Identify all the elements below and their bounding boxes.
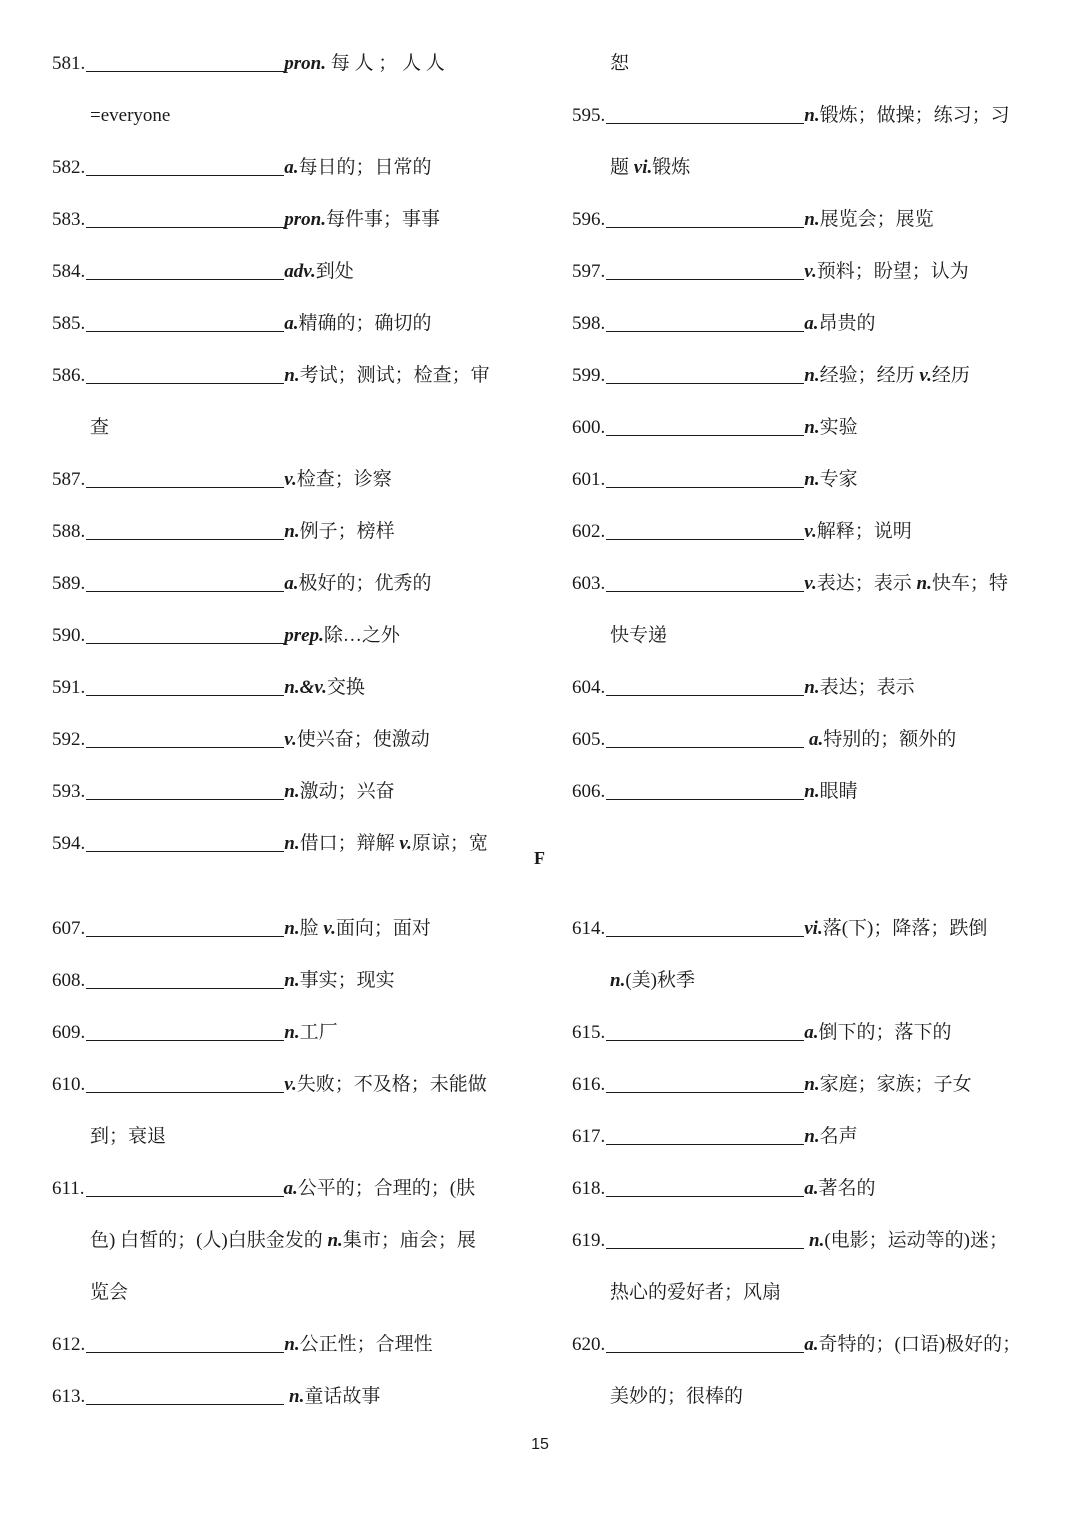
vocab-entry bbox=[572, 506, 1032, 558]
entry-number: 609. bbox=[52, 1022, 86, 1043]
answer-blank[interactable] bbox=[606, 725, 804, 748]
entry-number: 607. bbox=[52, 918, 86, 939]
definition-text: 交换 bbox=[326, 677, 365, 698]
entry-number: 602. bbox=[572, 521, 606, 542]
continuation-text: 快专递 bbox=[610, 625, 668, 646]
entry-number: 615. bbox=[572, 1022, 606, 1043]
vocab-entry bbox=[572, 1059, 1032, 1111]
answer-blank[interactable] bbox=[606, 361, 804, 384]
definition-text: 解释；说明 bbox=[816, 521, 912, 542]
part-of-speech: a. bbox=[283, 1178, 298, 1199]
definition-text: 脸 bbox=[299, 918, 324, 939]
definition-text: 原谅；宽 bbox=[411, 833, 488, 854]
vocab-entry bbox=[572, 1163, 1032, 1215]
part-of-speech: n. bbox=[804, 417, 820, 438]
vocab-entry bbox=[572, 90, 1032, 142]
answer-blank[interactable] bbox=[86, 569, 284, 592]
definition-text: 例子；榜样 bbox=[299, 521, 395, 542]
vocab-entry bbox=[52, 714, 512, 766]
part-of-speech: n. bbox=[804, 1230, 825, 1251]
entry-number: 616. bbox=[572, 1074, 606, 1095]
answer-blank[interactable] bbox=[606, 1122, 804, 1145]
answer-blank[interactable] bbox=[86, 914, 284, 937]
vocab-entry bbox=[52, 1059, 512, 1111]
column-left-bottom bbox=[52, 903, 512, 1423]
part-of-speech: v. bbox=[323, 918, 336, 939]
definition-text: 童话故事 bbox=[304, 1386, 381, 1407]
entry-continuation bbox=[52, 1267, 512, 1319]
continuation-text: 美妙的；很棒的 bbox=[610, 1386, 744, 1407]
definition-text: 除…之外 bbox=[323, 625, 400, 646]
continuation-text: 到；衰退 bbox=[90, 1126, 167, 1147]
part-of-speech: a. bbox=[804, 1178, 819, 1199]
definition-text: 落(下)；降落；跌倒 bbox=[822, 918, 988, 939]
entry-number: 600. bbox=[572, 417, 606, 438]
part-of-speech: adv. bbox=[284, 261, 316, 282]
vocab-entry bbox=[52, 246, 512, 298]
part-of-speech: n. bbox=[284, 521, 300, 542]
entry-number: 582. bbox=[52, 157, 86, 178]
entry-continuation bbox=[52, 90, 512, 142]
entry-continuation bbox=[572, 1371, 1032, 1423]
answer-blank[interactable] bbox=[606, 1174, 804, 1197]
part-of-speech: n. bbox=[804, 209, 820, 230]
definition-text: 检查；诊察 bbox=[296, 469, 392, 490]
answer-blank[interactable] bbox=[86, 673, 284, 696]
part-of-speech: n. bbox=[284, 970, 300, 991]
definition-text: 每 人 ； 人 人 bbox=[325, 53, 445, 74]
part-of-speech: v. bbox=[804, 261, 817, 282]
definition-text: 每件事；事事 bbox=[325, 209, 440, 230]
column-right-top bbox=[572, 38, 1032, 818]
part-of-speech: n. bbox=[284, 918, 300, 939]
part-of-speech: n. bbox=[804, 677, 820, 698]
entry-number: 614. bbox=[572, 918, 606, 939]
entry-number: 595. bbox=[572, 105, 606, 126]
part-of-speech: n. bbox=[610, 970, 626, 991]
vocab-entry bbox=[52, 662, 512, 714]
definition-text: 预料；盼望；认为 bbox=[816, 261, 969, 282]
part-of-speech: a. bbox=[804, 1022, 819, 1043]
vocab-entry bbox=[52, 1319, 512, 1371]
definition-text: 实验 bbox=[819, 417, 858, 438]
part-of-speech: a. bbox=[284, 313, 299, 334]
answer-blank[interactable] bbox=[606, 914, 804, 937]
definition-text: 名声 bbox=[819, 1126, 858, 1147]
part-of-speech: v. bbox=[804, 573, 817, 594]
entry-number: 618. bbox=[572, 1178, 606, 1199]
answer-blank[interactable] bbox=[86, 1330, 284, 1353]
vocab-entry bbox=[572, 1111, 1032, 1163]
entry-continuation bbox=[572, 955, 1032, 1007]
part-of-speech: n. bbox=[284, 833, 300, 854]
part-of-speech: n. bbox=[804, 1074, 820, 1095]
answer-blank[interactable] bbox=[86, 361, 284, 384]
part-of-speech: v. bbox=[284, 729, 297, 750]
vocab-entry bbox=[52, 903, 512, 955]
part-of-speech: pron. bbox=[284, 209, 326, 230]
entry-continuation bbox=[52, 1111, 512, 1163]
entry-number: 619. bbox=[572, 1230, 606, 1251]
entry-number: 584. bbox=[52, 261, 86, 282]
definition-text: 经历 bbox=[931, 365, 970, 386]
answer-blank[interactable] bbox=[606, 569, 804, 592]
definition-text: 锻炼 bbox=[652, 157, 691, 178]
vocab-entry bbox=[572, 454, 1032, 506]
definition-text: 锻炼；做操；练习；习 bbox=[819, 105, 1010, 126]
definition-text: 面向；面对 bbox=[335, 918, 431, 939]
entry-number: 604. bbox=[572, 677, 606, 698]
entry-number: 587. bbox=[52, 469, 86, 490]
answer-blank[interactable] bbox=[86, 621, 284, 644]
column-left-top bbox=[52, 38, 512, 870]
entry-number: 586. bbox=[52, 365, 86, 386]
vocab-entry bbox=[52, 955, 512, 1007]
part-of-speech: n. bbox=[284, 781, 300, 802]
entry-number: 605. bbox=[572, 729, 606, 750]
answer-blank[interactable] bbox=[86, 257, 284, 280]
entry-number: 610. bbox=[52, 1074, 86, 1095]
definition-text: 使兴奋；使激动 bbox=[296, 729, 430, 750]
page-number: 15 bbox=[531, 1436, 549, 1453]
entry-number: 601. bbox=[572, 469, 606, 490]
definition-text: 著名的 bbox=[818, 1178, 876, 1199]
vocab-entry bbox=[572, 246, 1032, 298]
entry-number: 611. bbox=[52, 1178, 85, 1199]
continuation-text: 题 bbox=[610, 157, 634, 178]
entry-continuation bbox=[572, 142, 1032, 194]
part-of-speech: v. bbox=[284, 469, 297, 490]
part-of-speech: vi. bbox=[633, 157, 653, 178]
continuation-text: 热心的爱好者；风扇 bbox=[610, 1282, 782, 1303]
part-of-speech: n. bbox=[284, 365, 300, 386]
part-of-speech: n. bbox=[916, 573, 932, 594]
part-of-speech: pron. bbox=[284, 53, 326, 74]
answer-blank[interactable] bbox=[86, 966, 284, 989]
vocab-entry bbox=[52, 298, 512, 350]
answer-blank[interactable] bbox=[86, 465, 284, 488]
answer-blank[interactable] bbox=[86, 1018, 284, 1041]
part-of-speech: n. bbox=[327, 1230, 343, 1251]
definition-text: 失败；不及格；未能做 bbox=[296, 1074, 487, 1095]
definition-text: 到处 bbox=[315, 261, 354, 282]
vocab-entry bbox=[52, 38, 512, 90]
part-of-speech: a. bbox=[284, 573, 299, 594]
answer-blank[interactable] bbox=[86, 829, 284, 852]
vocab-entry bbox=[52, 818, 512, 870]
definition-text: 快车；特 bbox=[931, 573, 1008, 594]
entry-number: 588. bbox=[52, 521, 86, 542]
part-of-speech: n.&v. bbox=[284, 677, 327, 698]
definition-text: 经验；经历 bbox=[819, 365, 920, 386]
entry-continuation bbox=[572, 38, 1032, 90]
continuation-text: 恕 bbox=[610, 53, 630, 74]
definition-text: 昂贵的 bbox=[818, 313, 876, 334]
answer-blank[interactable] bbox=[606, 1226, 804, 1249]
answer-blank[interactable] bbox=[86, 153, 284, 176]
entry-number: 590. bbox=[52, 625, 86, 646]
definition-text: (电影；运动等的)迷； bbox=[824, 1230, 1008, 1251]
answer-blank[interactable] bbox=[606, 1330, 804, 1353]
answer-blank[interactable] bbox=[606, 465, 804, 488]
entry-number: 620. bbox=[572, 1334, 606, 1355]
vocab-entry bbox=[52, 194, 512, 246]
column-right-bottom bbox=[572, 903, 1032, 1423]
entry-number: 603. bbox=[572, 573, 606, 594]
entry-continuation bbox=[572, 610, 1032, 662]
continuation-text: 览会 bbox=[90, 1282, 129, 1303]
definition-text: 表达；表示 bbox=[816, 573, 917, 594]
definition-text: 特别的；额外的 bbox=[823, 729, 957, 750]
part-of-speech: n. bbox=[284, 1334, 300, 1355]
entry-number: 599. bbox=[572, 365, 606, 386]
part-of-speech: a. bbox=[284, 157, 299, 178]
vocab-entry bbox=[52, 1007, 512, 1059]
answer-blank[interactable] bbox=[86, 725, 284, 748]
part-of-speech: vi. bbox=[804, 918, 823, 939]
definition-text: 展览会；展览 bbox=[819, 209, 934, 230]
vocab-entry bbox=[52, 506, 512, 558]
definition-text: 极好的；优秀的 bbox=[298, 573, 432, 594]
answer-blank[interactable] bbox=[606, 1070, 804, 1093]
definition-text: 倒下的；落下的 bbox=[818, 1022, 952, 1043]
answer-blank[interactable] bbox=[86, 517, 284, 540]
definition-text: 借口；辩解 bbox=[299, 833, 400, 854]
entry-number: 596. bbox=[572, 209, 606, 230]
entry-continuation bbox=[572, 1267, 1032, 1319]
answer-blank[interactable] bbox=[86, 777, 284, 800]
answer-blank[interactable] bbox=[606, 413, 804, 436]
part-of-speech: n. bbox=[804, 469, 820, 490]
vocab-entry bbox=[52, 1163, 512, 1215]
part-of-speech: v. bbox=[284, 1074, 297, 1095]
entry-number: 612. bbox=[52, 1334, 86, 1355]
part-of-speech: n. bbox=[284, 1386, 305, 1407]
vocab-entry bbox=[572, 903, 1032, 955]
entry-number: 581. bbox=[52, 53, 86, 74]
entry-number: 591. bbox=[52, 677, 86, 698]
entry-number: 617. bbox=[572, 1126, 606, 1147]
entry-number: 613. bbox=[52, 1386, 86, 1407]
answer-blank[interactable] bbox=[86, 1382, 284, 1405]
part-of-speech: n. bbox=[804, 1126, 820, 1147]
part-of-speech: n. bbox=[804, 781, 820, 802]
definition-text: 激动；兴奋 bbox=[299, 781, 395, 802]
definition-text: 眼睛 bbox=[819, 781, 858, 802]
continuation-text: 查 bbox=[90, 417, 110, 438]
definition-text: 工厂 bbox=[299, 1022, 338, 1043]
definition-text: 每日的；日常的 bbox=[298, 157, 432, 178]
part-of-speech: a. bbox=[804, 729, 824, 750]
part-of-speech: n. bbox=[804, 105, 820, 126]
vocab-entry bbox=[52, 766, 512, 818]
vocab-entry bbox=[52, 454, 512, 506]
answer-blank[interactable] bbox=[606, 309, 804, 332]
part-of-speech: a. bbox=[804, 1334, 819, 1355]
entry-number: 606. bbox=[572, 781, 606, 802]
vocab-entry bbox=[572, 350, 1032, 402]
entry-continuation bbox=[52, 1215, 512, 1267]
answer-blank[interactable] bbox=[86, 309, 284, 332]
vocab-entry bbox=[52, 1371, 512, 1423]
vocab-entry bbox=[52, 558, 512, 610]
answer-blank[interactable] bbox=[606, 1018, 804, 1041]
part-of-speech: n. bbox=[804, 365, 820, 386]
part-of-speech: a. bbox=[804, 313, 819, 334]
continuation-text: =everyone bbox=[90, 105, 171, 126]
entry-number: 593. bbox=[52, 781, 86, 802]
answer-blank[interactable] bbox=[606, 205, 804, 228]
entry-number: 592. bbox=[52, 729, 86, 750]
definition-text: 公平的；合理的；(肤 bbox=[297, 1178, 476, 1199]
entry-number: 585. bbox=[52, 313, 86, 334]
entry-number: 589. bbox=[52, 573, 86, 594]
part-of-speech: n. bbox=[284, 1022, 300, 1043]
answer-blank[interactable] bbox=[606, 673, 804, 696]
entry-number: 594. bbox=[52, 833, 86, 854]
definition-text: 精确的；确切的 bbox=[298, 313, 432, 334]
vocab-entry bbox=[572, 1319, 1032, 1371]
vocab-entry bbox=[572, 402, 1032, 454]
vocab-entry bbox=[52, 350, 512, 402]
part-of-speech: prep. bbox=[284, 625, 324, 646]
vocab-entry bbox=[572, 558, 1032, 610]
definition-text: 表达；表示 bbox=[819, 677, 915, 698]
part-of-speech: v. bbox=[399, 833, 412, 854]
section-heading: F bbox=[534, 848, 545, 868]
definition-text: (美)秋季 bbox=[625, 970, 695, 991]
vocab-entry bbox=[52, 610, 512, 662]
answer-blank[interactable] bbox=[606, 257, 804, 280]
entry-number: 598. bbox=[572, 313, 606, 334]
continuation-text: 色) 白皙的；(人)白肤金发的 bbox=[90, 1230, 328, 1251]
answer-blank[interactable] bbox=[606, 777, 804, 800]
answer-blank[interactable] bbox=[86, 49, 284, 72]
answer-blank[interactable] bbox=[86, 205, 284, 228]
entry-number: 583. bbox=[52, 209, 86, 230]
answer-blank[interactable] bbox=[86, 1070, 284, 1093]
definition-text: 家庭；家族；子女 bbox=[819, 1074, 972, 1095]
answer-blank[interactable] bbox=[606, 101, 804, 124]
vocab-entry bbox=[572, 1215, 1032, 1267]
vocab-entry bbox=[52, 142, 512, 194]
definition-text: 专家 bbox=[819, 469, 858, 490]
vocab-entry bbox=[572, 194, 1032, 246]
definition-text: 考试；测试；检查；审 bbox=[299, 365, 490, 386]
vocab-entry bbox=[572, 714, 1032, 766]
definition-text: 事实；现实 bbox=[299, 970, 395, 991]
vocab-entry bbox=[572, 662, 1032, 714]
definition-text: 奇特的；(口语)极好的； bbox=[818, 1334, 1022, 1355]
entry-continuation bbox=[52, 402, 512, 454]
vocab-entry bbox=[572, 298, 1032, 350]
entry-number: 597. bbox=[572, 261, 606, 282]
vocab-entry bbox=[572, 1007, 1032, 1059]
entry-number: 608. bbox=[52, 970, 86, 991]
part-of-speech: v. bbox=[804, 521, 817, 542]
definition-text: 公正性；合理性 bbox=[299, 1334, 433, 1355]
vocab-entry bbox=[572, 766, 1032, 818]
definition-text: 集市；庙会；展 bbox=[342, 1230, 476, 1251]
part-of-speech: v. bbox=[919, 365, 932, 386]
answer-blank[interactable] bbox=[86, 1174, 284, 1197]
answer-blank[interactable] bbox=[606, 517, 804, 540]
